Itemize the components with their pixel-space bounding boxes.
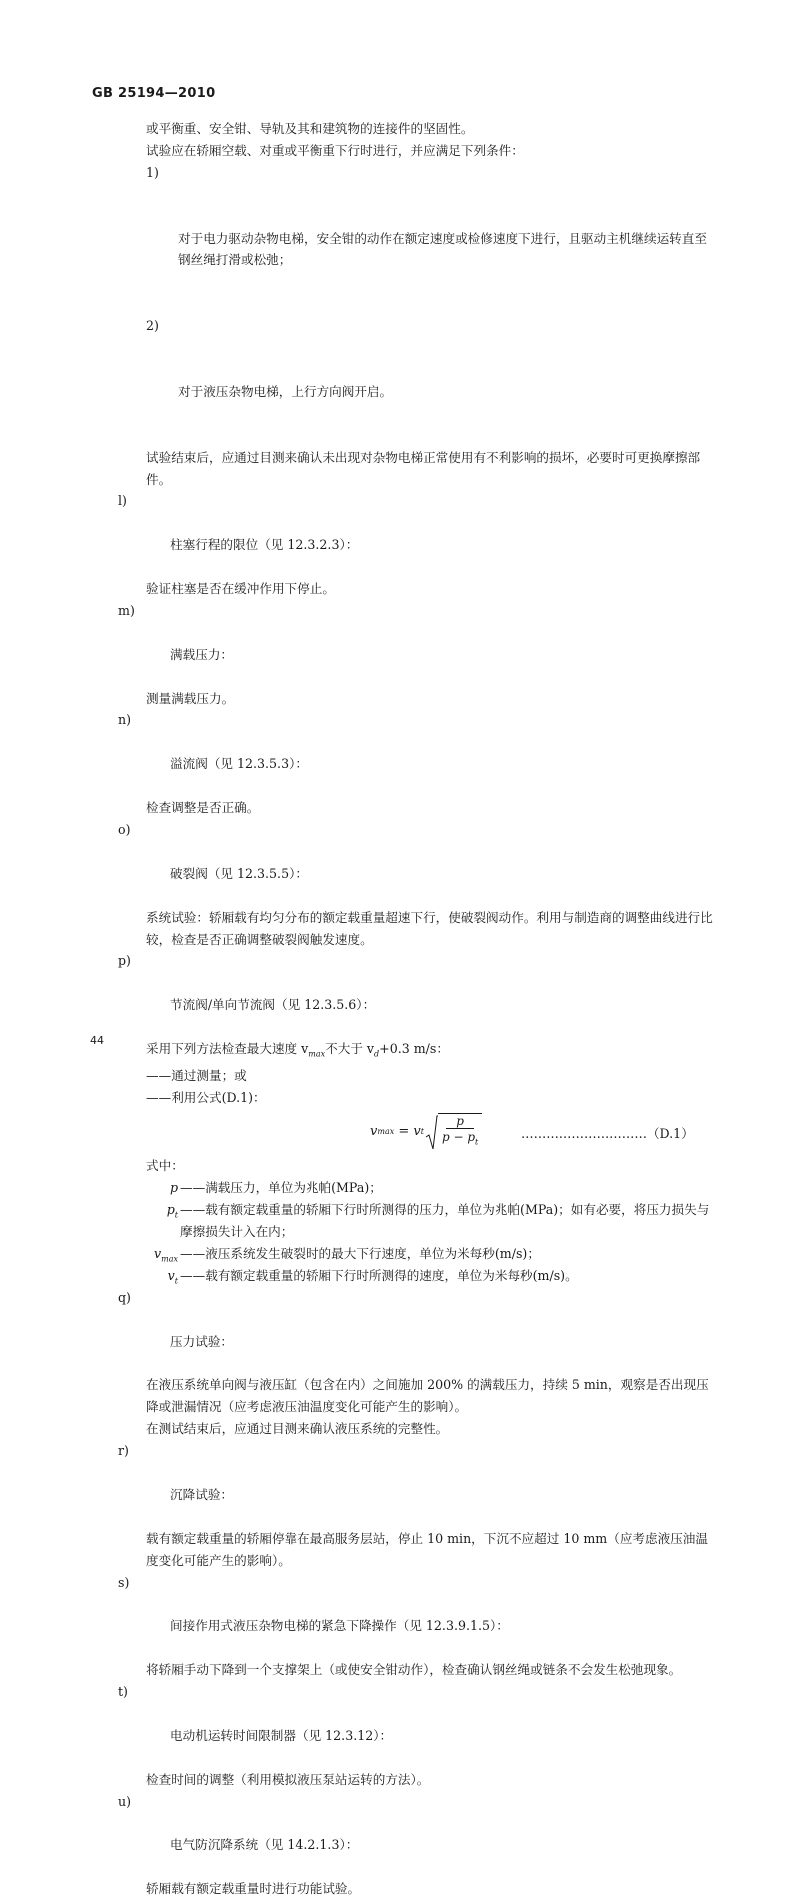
formula xyxy=(370,1113,482,1150)
where-entry xyxy=(88,1199,713,1243)
condition-text: 对于电力驱动杂物电梯，安全钳的动作在额定速度或检修速度下进行，且驱动主机继续运转直至钢丝绳打滑或松弛； xyxy=(178,230,707,268)
item-marker: m) xyxy=(118,602,135,618)
formula-equals: = xyxy=(394,1124,414,1140)
body-text: +0.3 m/s： xyxy=(379,1041,449,1057)
fraction-denominator xyxy=(442,1129,478,1150)
item-title: 电气防沉降系统（见 14.2.1.3）： xyxy=(170,1837,359,1853)
denominator-text: p − p xyxy=(441,1130,476,1145)
list-item xyxy=(88,1287,713,1375)
where-label: 式中： xyxy=(146,1158,184,1174)
condition-marker: 1) xyxy=(146,164,159,180)
item-body: 将轿厢手动下降到一个支撑架上（或使安全钳动作），检查确认钢丝绳或链条不会发生松弛现象。 xyxy=(146,1662,682,1678)
standard-header: GB 25194—2010 xyxy=(92,86,216,101)
symbol-sub: t xyxy=(174,1210,178,1220)
body-subscript: d xyxy=(374,1049,380,1059)
list-item xyxy=(88,490,713,578)
item-title: 间接作用式液压杂物电梯的紧急下降操作（见 12.3.9.1.5）： xyxy=(170,1618,509,1634)
where-entry xyxy=(88,1177,713,1199)
radical-icon xyxy=(426,1115,438,1151)
item-body: 在液压系统单向阀与液压缸（包含在内）之间施加 200% 的满载压力，持续 5 min，观察是否出现压降或泄漏情况（应考虑液压油温度变化可能产生的影响）。 xyxy=(146,1377,709,1415)
paragraph: 或平衡重、安全钳、导轨及其和建筑物的连接件的坚固性。 xyxy=(146,121,474,136)
where-text: ——载有额定载重量的轿厢下行时所测得的压力，单位为兆帕(MPa)；如有必要，将压力损失与摩擦损失计入在内； xyxy=(180,1202,710,1240)
list-item xyxy=(88,819,713,907)
fraction xyxy=(438,1113,482,1150)
item-marker: u) xyxy=(118,1793,132,1809)
list-item xyxy=(88,1681,713,1769)
item-body: 系统试验：轿厢载有均匀分布的额定载重量超速下行，使破裂阀动作。利用与制造商的调整曲线进行比较，检查是否正确调整破裂阀触发速度。 xyxy=(146,909,713,947)
where-entry xyxy=(88,1265,713,1287)
where-text: ——液压系统发生破裂时的最大下行速度，单位为米每秒(m/s)； xyxy=(180,1245,540,1261)
item-body: 检查调整是否正确。 xyxy=(146,800,260,816)
item-marker: p) xyxy=(118,953,131,969)
paragraph: 试验应在轿厢空载、对重或平衡重下行时进行，并应满足下列条件： xyxy=(146,142,524,158)
list-item xyxy=(88,709,713,797)
item-body: 验证柱塞是否在缓冲作用下停止。 xyxy=(146,581,335,597)
body-subscript: max xyxy=(308,1049,326,1059)
item-title: 电动机运转时间限制器（见 12.3.12）： xyxy=(170,1727,393,1743)
item-title: 节流阀/单向节流阀（见 12.3.5.6）： xyxy=(170,997,376,1013)
formula-block xyxy=(88,1109,713,1155)
item-marker: s) xyxy=(118,1574,130,1590)
symbol-text: v xyxy=(154,1245,162,1261)
item-marker: n) xyxy=(118,712,132,728)
formula-v: v xyxy=(413,1124,421,1140)
dash-item: ——通过测量；或 xyxy=(146,1068,247,1084)
equation-number: …………………………（D.1） xyxy=(521,1126,694,1142)
item-marker: o) xyxy=(118,822,131,837)
page-content xyxy=(88,118,713,1900)
where-text: ——满载压力，单位为兆帕(MPa)； xyxy=(180,1180,382,1196)
item-body xyxy=(88,1038,713,1065)
condition-item xyxy=(88,315,713,446)
body-text: 不大于 v xyxy=(325,1041,375,1057)
item-title: 压力试验： xyxy=(170,1333,233,1349)
item-body: 在测试结束后，应通过目测来确认液压系统的完整性。 xyxy=(146,1421,449,1437)
symbol-text: v xyxy=(167,1267,175,1283)
symbol-text: p xyxy=(166,1202,175,1218)
condition-text: 对于液压杂物电梯，上行方向阀开启。 xyxy=(178,383,393,399)
item-title: 溢流阀（见 12.3.5.3）： xyxy=(170,756,308,772)
dash-item: ——利用公式(D.1)： xyxy=(146,1090,266,1106)
paragraph: 试验结束后，应通过目测来确认未出现对杂物电梯正常使用有不利影响的损坏，必要时可更换摩擦部件。 xyxy=(146,449,701,487)
list-item xyxy=(88,950,713,1038)
list-item xyxy=(88,1572,713,1660)
where-text: ——载有额定载重量的轿厢下行时所测得的速度，单位为米每秒(m/s)。 xyxy=(180,1267,578,1283)
item-title: 破裂阀（见 12.3.5.5）： xyxy=(170,865,308,881)
list-item xyxy=(88,600,713,688)
item-title: 柱塞行程的限位（见 12.3.2.3）： xyxy=(170,537,359,553)
item-body: 轿厢载有额定载重量时进行功能试验。 xyxy=(146,1881,361,1897)
item-marker: r) xyxy=(118,1443,129,1459)
list-item xyxy=(88,1791,713,1879)
where-symbol xyxy=(152,1199,178,1226)
formula-lhs: v xyxy=(370,1124,378,1140)
page-number: 44 xyxy=(90,1034,104,1047)
item-marker: t) xyxy=(118,1684,128,1700)
item-title: 满载压力： xyxy=(170,646,233,662)
condition-marker: 2) xyxy=(146,318,159,334)
fraction-numerator: p xyxy=(446,1114,474,1129)
formula-lhs-sub: max xyxy=(377,1127,395,1137)
item-body: 检查时间的调整（利用模拟液压泵站运转的方法）。 xyxy=(146,1771,430,1787)
list-item xyxy=(88,1440,713,1528)
item-body: 测量满载压力。 xyxy=(146,690,235,706)
sqrt-sign xyxy=(426,1113,482,1150)
body-text: 采用下列方法检查最大速度 v xyxy=(146,1041,309,1057)
condition-item xyxy=(88,162,713,315)
where-entry xyxy=(88,1243,713,1265)
item-body: 载有额定载重量的轿厢停靠在最高服务层站，停止 10 min，下沉不应超过 10 mm（应考虑液压油温度变化可能产生的影响）。 xyxy=(146,1530,708,1568)
formula-v-sub: t xyxy=(420,1127,424,1137)
symbol-sub: t xyxy=(174,1276,178,1286)
symbol-text: p xyxy=(169,1180,178,1196)
denominator-sub: t xyxy=(475,1137,479,1147)
item-marker: q) xyxy=(118,1289,131,1305)
item-marker: l) xyxy=(118,493,127,509)
item-title: 沉降试验： xyxy=(170,1486,233,1502)
symbol-sub: max xyxy=(161,1254,178,1264)
